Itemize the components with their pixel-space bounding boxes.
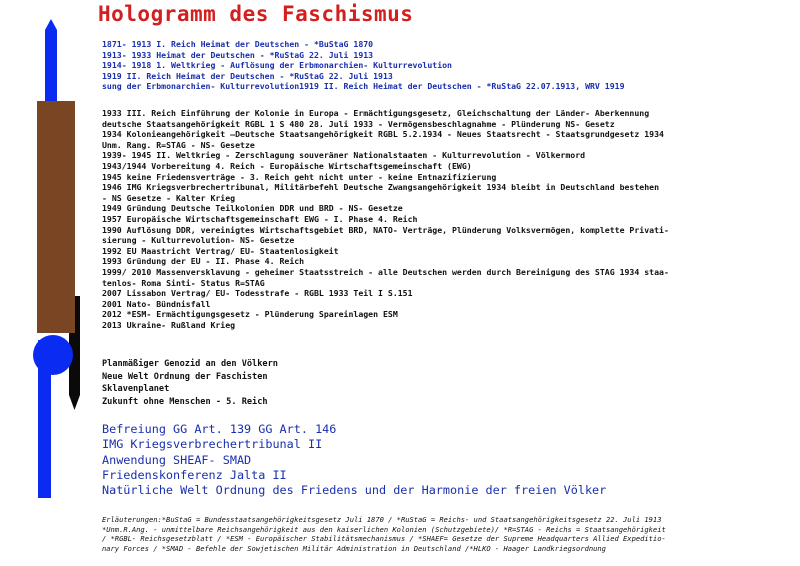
history-line: 1957 Europäische Wirtschaftsgemeinschaft EWG - I. Phase 4. Reich (102, 213, 418, 224)
history-line: sierung - Kulturrevolution- NS- Gesetze (102, 235, 295, 246)
history-line: deutsche Staatsangehörigkeit RGBL 1 S 480 28. Juli 1933 - Vermögensbeschlagnahme - Plünderung NS- Gesetz (102, 118, 615, 129)
history-line: 1999/ 2010 Massenversklavung - geheimer Staatsstreich - alle Deutschen werden durch Bereinigung des STAG 1934 staa- (102, 266, 669, 277)
page-title: Hologramm des Faschismus (98, 2, 414, 26)
intro-section (102, 39, 625, 92)
planned-line: Neue Welt Ordnung der Faschisten (102, 371, 268, 382)
history-line: 2012 *ESM- Ermächtigungsgesetz - Plünderung Spareinlagen ESM (102, 309, 398, 320)
liberation-line: IMG Kriegsverbrechertribunal II (102, 437, 323, 452)
notes-line: Erläuterungen:*BuStaG = Bundesstaatsangehörigkeitsgesetz Juli 1870 / *RuStaG = Reichs- und Staatsangehörigkeitsgesetz 22. Juli 1913 (102, 515, 662, 524)
notes-line: nary Forces / *SMAD - Befehle der Sowjetischen Militär Administration in Deutschland /*HLKO - Haager Landkriegsordnung (102, 543, 606, 553)
emblem-blue-top (45, 19, 57, 102)
planned-line: Zukunft ohne Menschen - 5. Reich (102, 396, 268, 407)
liberation-line: Natürliche Welt Ordnung des Friedens und der Harmonie der freien Völker (102, 483, 607, 498)
planned-line: Planmäßiger Genozid an den Völkern (102, 359, 278, 369)
history-line: 1939- 1945 II. Weltkrieg - Zerschlagung souveräner Nationalstaaten - Kulturrevolution - Völkermord (102, 150, 586, 161)
history-line: 2013 Ukraine- Rußland Krieg (102, 319, 236, 330)
intro-line: 1919 II. Reich Heimat der Deutschen - *RuStaG 22. Juli 1913 (102, 70, 393, 81)
history-line: Unm. Rang. R=STAG - NS- Gesetze (102, 139, 255, 150)
history-line: 1946 IMG Kriegsverbrechertribunal, Militärbefehl Deutsche Zwangsangehörigkeit 1934 bleibt in Deutschland bestehen (102, 182, 660, 193)
planned-section (102, 358, 278, 408)
history-line: - NS Gesetze - Kalter Krieg (102, 192, 236, 203)
history-section (102, 108, 669, 330)
history-line: 1933 III. Reich Einführung der Kolonie in Europa - Ermächtigungsgesetz, Gleichschaltung der Länder- Aberkennung (102, 108, 650, 118)
history-line: 1992 EU Maastricht Vertrag/ EU- Staatenlosigkeit (102, 245, 339, 256)
history-line: 1990 Auflösung DDR, vereinigtes Wirtschaftsgebiet BRD, NATO- Verträge, Plünderung Volksvermögen, komplette Privati- (102, 224, 669, 235)
history-line: 2007 Lissabon Vertrag/ EU- Todesstrafe - RGBL 1933 Teil I S.151 (102, 288, 413, 299)
intro-line: 1913- 1933 Heimat der Deutschen - *RuStaG 22. Juli 1913 (102, 49, 374, 60)
intro-line: 1914- 1918 1. Weltkrieg - Auflösung der Erbmonarchien- Kulturrevolution (102, 60, 452, 71)
emblem-brown-bar (37, 101, 75, 333)
history-line: 1934 Kolonieangehörigkeit –Deutsche Staatsangehörigkeit RGBL 5.2.1934 - Neues Staatsrecht - Staatsgrundgesetz 1934 (102, 129, 664, 140)
history-line: 1949 Gründung Deutsche Teilkolonien DDR und BRD - NS- Gesetze (102, 203, 403, 214)
notes-line: *Unm.R.Ang. - unmittelbare Reichsangehörigkeit aus den kaiserlichen Kolonien (Schutzgebiete)/ *R=STAG - Reichs = Staatsangehörigkeit (102, 524, 666, 534)
emblem-graphic (0, 0, 100, 566)
liberation-line: Anwendung SHEAF- SMAD (102, 452, 252, 467)
liberation-line: Friedenskonferenz Jalta II (102, 467, 287, 482)
history-line: 1943/1944 Vorbereitung 4. Reich - Europäische Wirtschaftsgemeinschaft (EWG) (102, 160, 472, 171)
intro-line: 1871- 1913 I. Reich Heimat der Deutschen - *BuStaG 1870 (102, 39, 374, 49)
liberation-line: Befreiung GG Art. 139 GG Art. 146 (102, 422, 337, 436)
notes-section (102, 515, 666, 553)
history-line: tenlos- Roma Sinti- Status R=STAG (102, 277, 265, 288)
notes-line: / *RGBL- Reichsgesetzblatt / *ESM - Europäischer Stabilitätsmechanismus / *SHAEF= Gesetze der Supreme Headquarters Allied Expeditio- (102, 534, 666, 544)
history-line: 2001 Nato- Bündnisfall (102, 298, 211, 309)
history-line: 1945 keine Friedensverträge - 3. Reich geht nicht unter - keine Entnazifizierung (102, 171, 497, 182)
emblem-blue-circle (33, 335, 73, 375)
planned-line: Sklavenplanet (102, 384, 170, 395)
liberation-section (102, 422, 606, 498)
intro-line: sung der Erbmonarchien- Kulturrevolution1919 II. Reich Heimat der Deutschen - *RuStaG 22.07.1913, WRV 1919 (102, 81, 625, 92)
history-line: 1993 Gründung der EU - II. Phase 4. Reich (102, 256, 305, 267)
